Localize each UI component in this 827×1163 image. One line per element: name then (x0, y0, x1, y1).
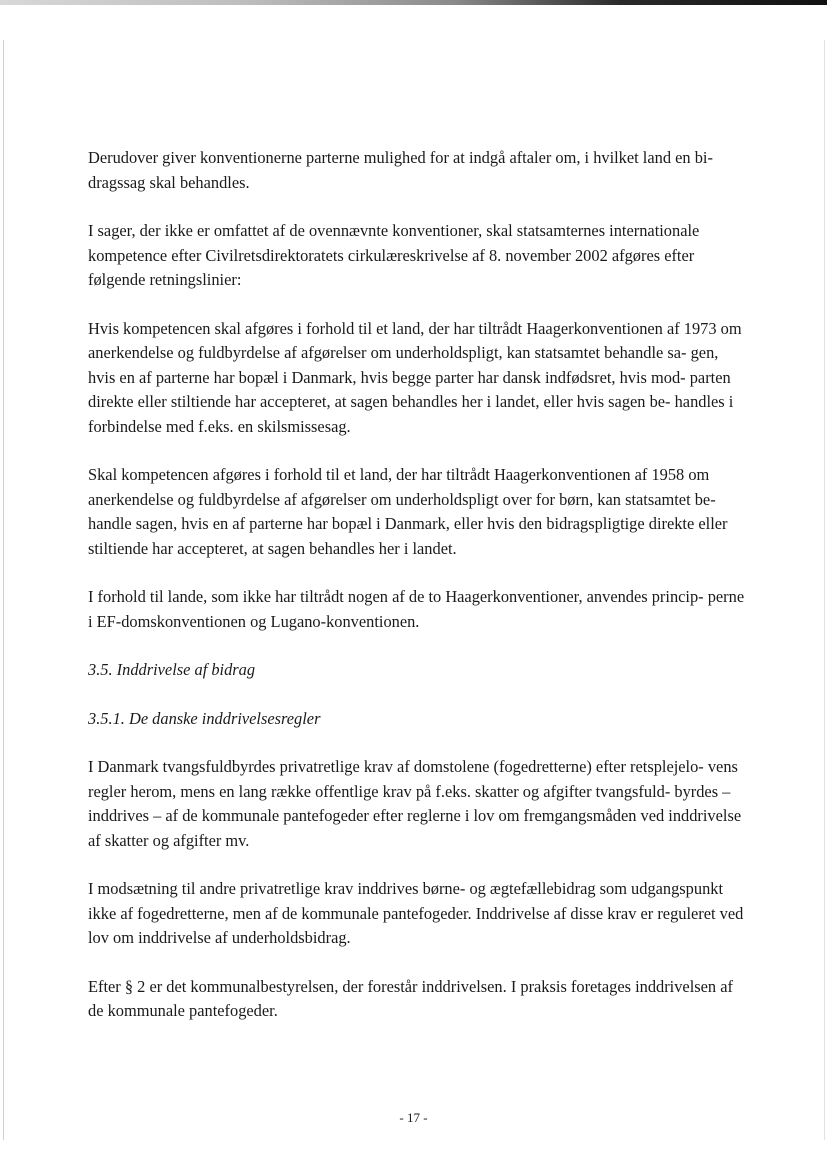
document-body (88, 146, 748, 1048)
paragraph-hague-1973: Hvis kompetencen skal afgøres i forhold til et land, der har tiltrådt Haagerkonventionen af 1973 om anerkendelse og fuldbyrdelse af afgørelser om underholdspligt, kan statsamtet behandle sa- gen, hvis en af parterne har bopæl i Danmark, hvis begge parter har dansk indfødsret, hvis mod- parten direkte eller stiltiende har accepteret, at sagen behandles her i landet, eller hvis sagen be- handles i forbindelse med f.eks. en skilsmissesag. (88, 318, 742, 436)
paragraph-other-countries: I forhold til lande, som ikke har tiltrådt nogen af de to Haagerkonventioner, anvendes princip- perne i EF-domskonventionen og Lugano-konventionen. (88, 587, 745, 631)
scan-edge-right (824, 40, 825, 1140)
section-heading-3-5: 3.5. Inddrivelse af bidrag (88, 660, 256, 679)
section-heading-3-5-1: 3.5.1. De danske inddrivelsesregler (88, 708, 321, 728)
paragraph-hague-1958: Skal kompetencen afgøres i forhold til et land, der har tiltrådt Haagerkonventionen af 1958 om anerkendelse og fuldbyrdelse af afgørelser om underholdspligt over for børn, kan statsamtet be- handle sagen, hvis en af parterne har bopæl i Danmark, eller hvis den bidragspligtige direkte eller stiltiende har accepteret, at sagen behandles her i landet. (88, 465, 728, 558)
paragraph-danish-enforcement: I Danmark tvangsfuldbyrdes privatretlige krav af domstolene (fogedretterne) efter retsplejelo- vens regler herom, mens en lang række offentlige krav på f.eks. skatter og afgifter tvangsfuld- byrdes – inddrives – af de kommunale pantefogeder efter reglerne i lov om fremgangsmåden ved inddrivelse af skatter og afgifter mv. (88, 757, 742, 850)
page-number: - 17 - (399, 1110, 428, 1125)
paragraph-agreements: Derudover giver konventionerne parterne mulighed for at indgå aftaler om, i hvilket land en bi- dragssag skal behandles. (88, 148, 713, 192)
paragraph-competence-intro: I sager, der ikke er omfattet af de ovennævnte konventioner, skal statsamternes internationale kompetence efter Civilretsdirektoratets cirkulæreskrivelse af 8. november 2002 afgøres efter følgende retningslinier: (88, 221, 700, 289)
scan-edge-top (0, 0, 827, 5)
scan-edge-left (3, 40, 4, 1140)
paragraph-child-support-collection: I modsætning til andre privatretlige krav inddrives børne- og ægtefællebidrag som udgangspunkt ikke af fogedretterne, men af de kommunale pantefogeder. Inddrivelse af disse krav er reguleret ved lov om inddrivelse af underholdsbidrag. (88, 879, 744, 947)
paragraph-municipal-board: Efter § 2 er det kommunalbestyrelsen, der forestår inddrivelsen. I praksis foretages inddrivelsen af de kommunale pantefogeder. (88, 976, 733, 1020)
